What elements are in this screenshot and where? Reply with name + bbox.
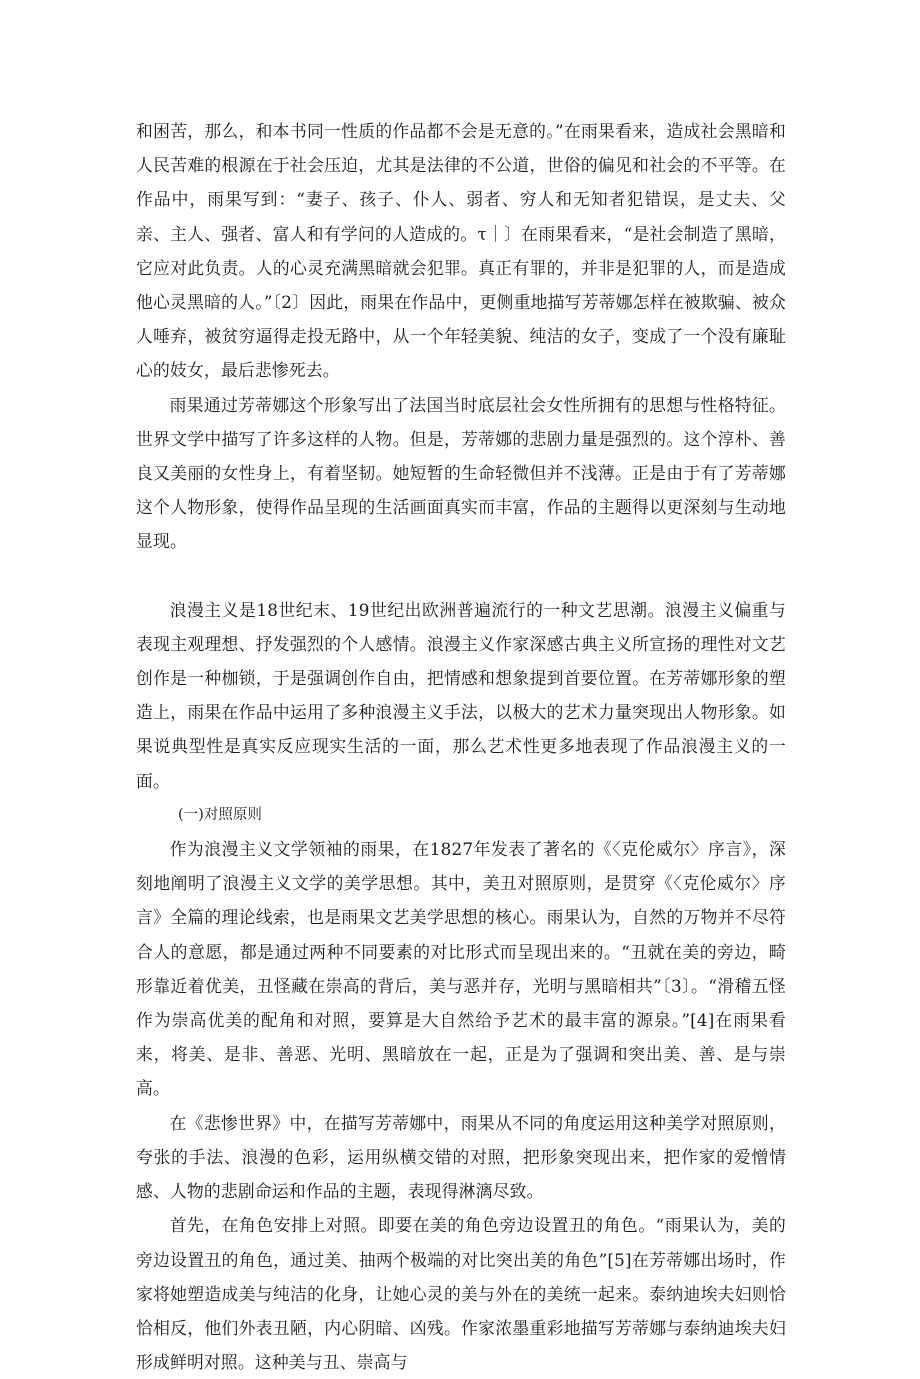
paragraph-4: 作为浪漫主义文学领袖的雨果，在1827年发表了著名的《〈克伦威尔〉序言》，深刻地阐明了浪漫主义文学的美学思想。其中，美丑对照原则，是贯穿《〈克伦威尔〉序言》全篇的理论线索，也是雨果文艺美学思想的核心。雨果认为，自然的万物并不尽符合人的意愿，都是通过两种不同要素的对比形式而呈现出来的。“丑就在美的旁边，畸形靠近着优美，丑怪藏在崇高的背后，美与恶并存，光明与黑暗相共”〔3〕。“滑稽五怪作为崇高优美的配角和对照，要算是大自然给予艺术的最丰富的源泉。”[4]在雨果看来，将美、是非、善恶、光明、黑暗放在一起，正是为了强调和突出美、善、是与崇高。 [136,839,786,1099]
paragraph-2: 雨果通过芳蒂娜这个形象写出了法国当时底层社会女性所拥有的思想与性格特征。世界文学中描写了许多这样的人物。但是，芳蒂娜的悲剧力量是强烈的。这个淳朴、善良又美丽的女性身上，有着坚韧。她短暂的生命轻微但并不浅薄。正是由于有了芳蒂娜这个人物形象，使得作品呈现的生活画面真实而丰富，作品的主题得以更深刻与生动地显现。 [136,394,786,552]
section-heading: (一)对照原则 [178,806,262,823]
paragraph-3: 浪漫主义是18世纪末、19世纪出欧洲普遍流行的一种文艺思潮。浪漫主义偏重与表现主观理想、抒发强烈的个人感情。浪漫主义作家深感古典主义所宣扬的理性对文艺创作是一种枷锁，于是强调创作自由，把情感和想象提到首要位置。在芳蒂娜形象的塑造上，雨果在作品中运用了多种浪漫主义手法，以极大的艺术力量突现出人物形象。如果说典型性是真实反应现实生活的一面，那么艺术性更多地表现了作品浪漫主义的一面。 [136,599,786,791]
paragraph-5: 在《悲惨世界》中，在描写芳蒂娜中，雨果从不同的角度运用这种美学对照原则，夸张的手法、浪漫的色彩，运用纵横交错的对照，把形象突现出来，把作家的爱憎情感、人物的悲剧命运和作品的主题，表现得淋漓尽致。 [136,1112,786,1202]
document-page [136,114,786,1379]
paragraph-1: 和困苦，那么，和本书同一性质的作品都不会是无意的。”在雨果看来，造成社会黑暗和人民苦难的根源在于社会压迫，尤其是法律的不公道，世俗的偏见和社会的不平等。在作品中，雨果写到：“妻子、孩子、仆人、弱者、穷人和无知者犯错误，是丈夫、父亲、主人、强者、富人和有学问的人造成的。τ｜〕在雨果看来，“是社会制造了黑暗，它应对此负责。人的心灵充满黑暗就会犯罪。真正有罪的，并非是犯罪的人，而是造成他心灵黑暗的人。”〔2〕因此，雨果在作品中，更侧重地描写芳蒂娜怎样在被欺骗、被众人唾弃，被贫穷逼得走投无路中，从一个年轻美貌、纯洁的女子，变成了一个没有廉耻心的妓女，最后悲惨死去。 [136,121,786,381]
paragraph-6: 首先，在角色安排上对照。即要在美的角色旁边设置丑的角色。“雨果认为，美的旁边设置丑的角色，通过美、抽两个极端的对比突出美的角色”[5]在芳蒂娜出场时，作家将她塑造成美与纯洁的化身，让她心灵的美与外在的美统一起来。泰纳迪埃夫妇则恰恰相反，他们外表丑陋，内心阴暗、凶残。作家浓墨重彩地描写芳蒂娜与泰纳迪埃夫妇形成鲜明对照。这种美与丑、崇高与 [136,1215,786,1373]
section-gap [136,559,786,593]
